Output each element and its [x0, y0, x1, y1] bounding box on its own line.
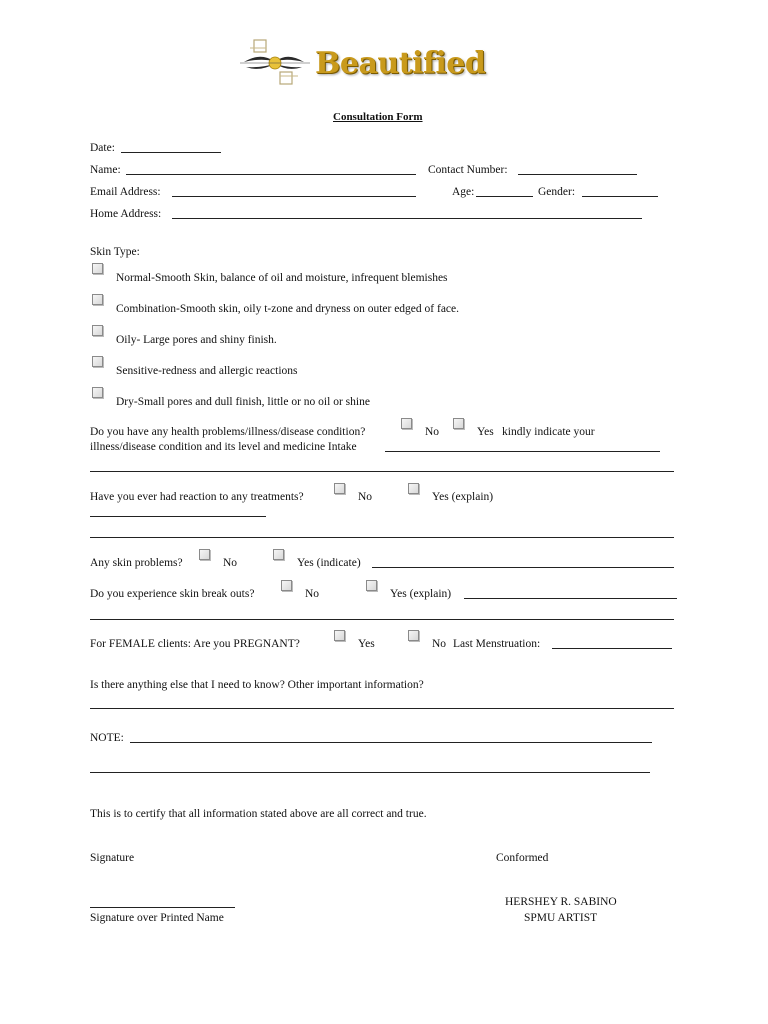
skin-problems-detail-field[interactable] — [372, 567, 674, 568]
breakouts-yes-checkbox[interactable] — [366, 580, 377, 591]
health-yes-note: kindly indicate your — [502, 426, 595, 438]
age-field[interactable] — [476, 196, 533, 197]
skin-problems-yes-checkbox[interactable] — [273, 549, 284, 560]
skin-problems-no-checkbox[interactable] — [199, 549, 210, 560]
health-no-label: No — [425, 426, 440, 438]
breakouts-detail-field[interactable] — [464, 598, 677, 599]
contact-number-label: Contact Number: — [428, 164, 508, 176]
skin-problems-no-label: No — [223, 557, 238, 569]
health-detail-field[interactable] — [385, 451, 660, 452]
skin-type-sensitive-checkbox[interactable] — [92, 356, 103, 367]
breakouts-no-checkbox[interactable] — [281, 580, 292, 591]
health-no-checkbox[interactable] — [401, 418, 412, 429]
pregnant-no-label: No — [432, 638, 447, 650]
skin-type-oily-label: Oily- Large pores and shiny finish. — [116, 334, 277, 346]
health-yes-checkbox[interactable] — [453, 418, 464, 429]
gender-label: Gender: — [538, 186, 576, 198]
skin-type-label: Skin Type: — [90, 246, 140, 258]
name-field[interactable] — [126, 174, 416, 175]
reaction-detail-field[interactable] — [90, 516, 266, 517]
skin-type-normal-label: Normal-Smooth Skin, balance of oil and moisture, infrequent blemishes — [116, 272, 448, 284]
reaction-no-checkbox[interactable] — [334, 483, 345, 494]
brand-logo — [240, 34, 486, 94]
last-menstruation-label: Last Menstruation: — [453, 638, 541, 650]
pregnant-question: For FEMALE clients: Are you PREGNANT? — [90, 638, 300, 650]
pregnant-yes-checkbox[interactable] — [334, 630, 345, 641]
note-label: NOTE: — [90, 732, 124, 744]
pregnant-no-checkbox[interactable] — [408, 630, 419, 641]
last-menstruation-field[interactable] — [552, 648, 672, 649]
breakouts-yes-label: Yes (explain) — [390, 588, 452, 600]
other-info-question: Is there anything else that I need to know? Other important information? — [90, 679, 424, 691]
health-yes-label: Yes — [477, 426, 494, 438]
skin-type-oily-checkbox[interactable] — [92, 325, 103, 336]
reaction-question: Have you ever had reaction to any treatments? — [90, 491, 304, 503]
reaction-detail-field-2[interactable] — [90, 537, 674, 538]
reaction-yes-checkbox[interactable] — [408, 483, 419, 494]
skin-problems-yes-label: Yes (indicate) — [297, 557, 361, 569]
form-title: Consultation Form — [333, 111, 423, 123]
home-address-field[interactable] — [172, 218, 642, 219]
email-field[interactable] — [172, 196, 416, 197]
skin-problems-question: Any skin problems? — [90, 557, 183, 569]
skin-type-combination-label: Combination-Smooth skin, oily t-zone and dryness on outer edged of face. — [116, 303, 460, 315]
email-label: Email Address: — [90, 186, 161, 198]
breakouts-no-label: No — [305, 588, 320, 600]
gender-field[interactable] — [582, 196, 658, 197]
conformed-label: Conformed — [496, 852, 549, 864]
breakouts-detail-field-2[interactable] — [90, 619, 674, 620]
reaction-yes-label: Yes (explain) — [432, 491, 494, 503]
contact-number-field[interactable] — [518, 174, 637, 175]
home-address-label: Home Address: — [90, 208, 162, 220]
pregnant-yes-label: Yes — [358, 638, 375, 650]
skin-type-sensitive-label: Sensitive-redness and allergic reactions — [116, 365, 298, 377]
note-field[interactable] — [130, 742, 652, 743]
health-question-line2: illness/disease condition and its level and medicine Intake — [90, 441, 357, 453]
date-label: Date: — [90, 142, 115, 154]
breakouts-question: Do you experience skin break outs? — [90, 588, 255, 600]
other-info-field[interactable] — [90, 708, 674, 709]
name-label: Name: — [90, 164, 121, 176]
signature-caption: Signature over Printed Name — [90, 912, 224, 924]
artist-name: HERSHEY R. SABINO — [505, 896, 617, 908]
note-field-2[interactable] — [90, 772, 650, 773]
health-question: Do you have any health problems/illness/disease condition? — [90, 426, 366, 438]
skin-type-normal-checkbox[interactable] — [92, 263, 103, 274]
artist-title: SPMU ARTIST — [524, 912, 598, 924]
age-label: Age: — [452, 186, 475, 198]
signature-label: Signature — [90, 852, 135, 864]
certify-statement: This is to certify that all information stated above are all correct and true. — [90, 808, 427, 820]
signature-field[interactable] — [90, 907, 235, 908]
health-detail-field-2[interactable] — [90, 471, 674, 472]
skin-type-dry-label: Dry-Small pores and dull finish, little or no oil or shine — [116, 396, 370, 408]
skin-type-dry-checkbox[interactable] — [92, 387, 103, 398]
winged-sun-icon — [240, 34, 312, 94]
skin-type-combination-checkbox[interactable] — [92, 294, 103, 305]
brand-name: Beautified — [315, 46, 486, 81]
reaction-no-label: No — [358, 491, 373, 503]
date-field[interactable] — [121, 152, 221, 153]
